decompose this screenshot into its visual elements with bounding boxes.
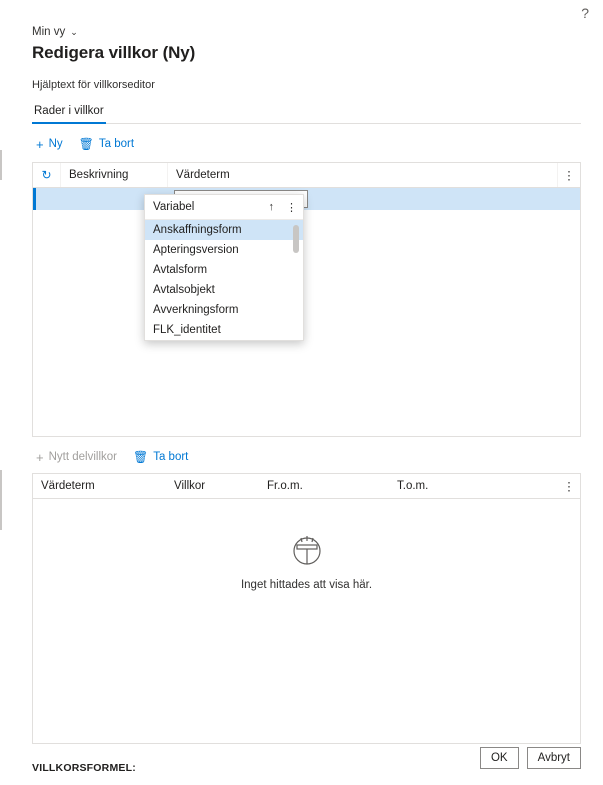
left-edge-marker-bottom [0,470,2,530]
vardeterm-dropdown [144,194,304,341]
subconditions-grid-header [33,474,580,499]
plus-icon: + [36,449,44,465]
view-selector[interactable] [32,26,78,38]
row-selector[interactable] [36,188,61,210]
trash-icon: 🗑 [78,137,94,151]
list-item[interactable]: Avtalsobjekt [153,284,215,296]
page-title: Redigera villkor (Ny) [32,43,196,62]
delete-subcondition-button[interactable] [133,451,188,463]
new-row-label: Ny [48,138,63,150]
help-text: Hjälptext för villkorseditor [32,79,155,91]
delete-row-button[interactable] [79,138,134,150]
sort-ascending-icon[interactable]: ↑ [268,201,274,213]
column-header-from[interactable]: Fr.o.m. [267,480,303,492]
rows-command-bar [36,134,581,154]
column-header-vardeterm[interactable]: Värdeterm [168,163,558,187]
delete-subcondition-label: Ta bort [153,451,189,463]
list-item[interactable]: FLK_identitet [153,324,221,336]
column-header-beskrivning[interactable]: Beskrivning [61,163,168,187]
subconditions-command-bar [36,447,581,467]
table-row[interactable] [33,188,580,210]
help-icon[interactable]: ? [581,5,589,21]
refresh-icon[interactable]: ↻ [33,163,61,187]
list-item[interactable]: Avverkningsform [153,304,239,316]
new-subcondition-label: Nytt delvillkor [48,451,117,463]
subconditions-grid [32,473,581,744]
dropdown-scrollbar-track[interactable] [295,222,301,338]
empty-box-icon [285,525,329,569]
empty-state-message: Inget hittades att visa här. [240,579,373,591]
cancel-button[interactable]: Avbryt [527,747,581,769]
list-item[interactable]: Apteringsversion [153,244,239,256]
grid-options-icon[interactable]: ⋮ [563,481,575,493]
column-header-vardeterm[interactable]: Värdeterm [41,480,95,492]
ok-button[interactable]: OK [480,747,519,769]
left-edge-marker-top [0,150,2,180]
rows-grid [32,162,581,437]
trash-icon: 🗑 [132,450,149,464]
view-selector-label: Min vy [32,26,66,38]
dropdown-list [145,220,303,340]
rows-grid-header [33,163,580,188]
list-item[interactable]: Avtalsform [153,264,208,276]
dropdown-options-icon[interactable]: ⋮ [286,201,297,214]
tab-list [32,105,581,124]
dropdown-scrollbar-thumb[interactable] [293,225,299,253]
grid-options-icon[interactable]: ⋮ [563,170,575,182]
dialog-footer [480,747,581,769]
formula-label: VILLKORSFORMEL: [32,762,136,774]
tab-rader-i-villkor[interactable]: Rader i villkor [32,105,106,123]
dropdown-header [145,195,303,220]
delete-row-label: Ta bort [98,138,135,150]
rows-grid-body [33,210,580,436]
column-header-villkor[interactable]: Villkor [174,480,206,492]
dropdown-column-variabel[interactable]: Variabel [153,201,195,213]
chevron-down-icon: ⌄ [70,26,78,37]
new-row-button[interactable] [36,138,63,151]
empty-state [33,499,580,743]
list-item[interactable]: Anskaffningsform [145,220,303,240]
new-subcondition-button[interactable] [36,451,117,464]
column-header-tom[interactable]: T.o.m. [397,480,429,492]
plus-icon: + [36,136,44,152]
